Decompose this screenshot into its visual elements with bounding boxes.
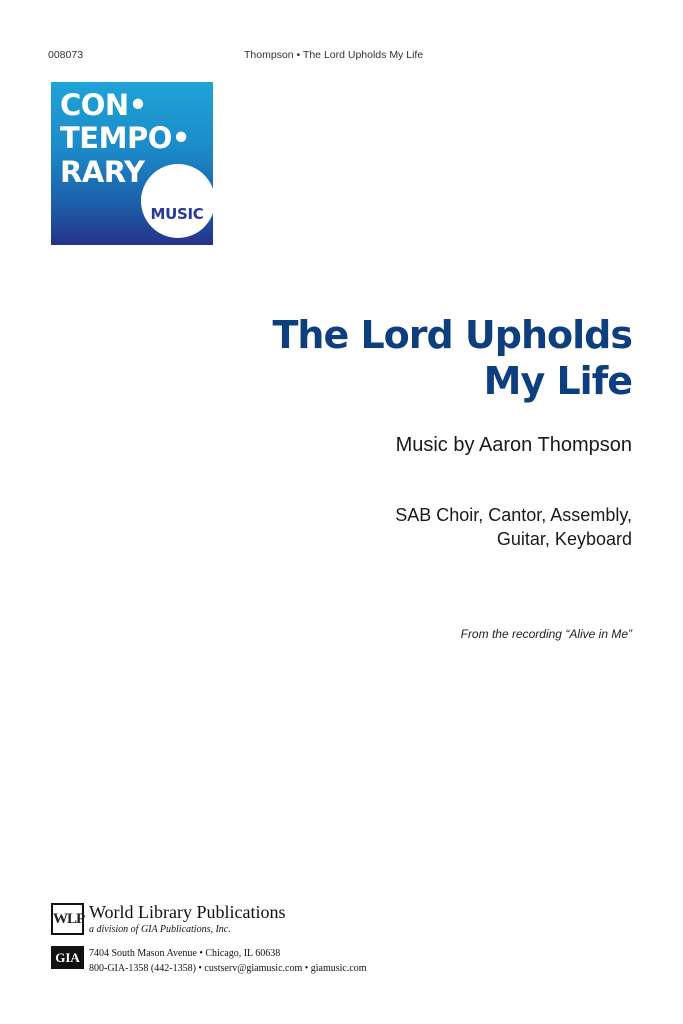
logo-badge-text: MUSIC bbox=[150, 205, 204, 223]
voicing-line-1: SAB Choir, Cantor, Assembly, bbox=[395, 505, 632, 525]
logo-line-1: CON• bbox=[60, 88, 147, 122]
title-line-1: The Lord Upholds bbox=[272, 313, 632, 357]
logo-line-3: RARY bbox=[60, 155, 145, 189]
publisher-contact: 800-GIA-1358 (442-1358) • custserv@giamusic.com • giamusic.com bbox=[89, 963, 367, 974]
logo-badge-circle bbox=[141, 164, 213, 238]
recording-note: From the recording “Alive in Me” bbox=[460, 627, 632, 641]
wlp-logo-icon: WLP bbox=[51, 903, 84, 935]
title-line-2: My Life bbox=[483, 359, 632, 403]
publisher-division: a division of GIA Publications, Inc. bbox=[89, 924, 231, 935]
composer-credit: Music by Aaron Thompson bbox=[395, 434, 632, 456]
publisher-address: 7404 South Mason Avenue • Chicago, IL 60638 bbox=[89, 948, 281, 959]
catalog-number: 008073 bbox=[48, 49, 84, 61]
logo-line-2: TEMPO• bbox=[60, 121, 190, 155]
page-title bbox=[212, 312, 632, 404]
gia-logo-icon: GIA bbox=[51, 946, 84, 969]
voicing-line-2: Guitar, Keyboard bbox=[496, 529, 632, 549]
publisher-name: World Library Publications bbox=[89, 902, 286, 922]
voicing bbox=[312, 503, 632, 551]
contemporary-music-logo bbox=[51, 82, 213, 245]
running-title: Thompson • The Lord Upholds My Life bbox=[244, 49, 424, 61]
